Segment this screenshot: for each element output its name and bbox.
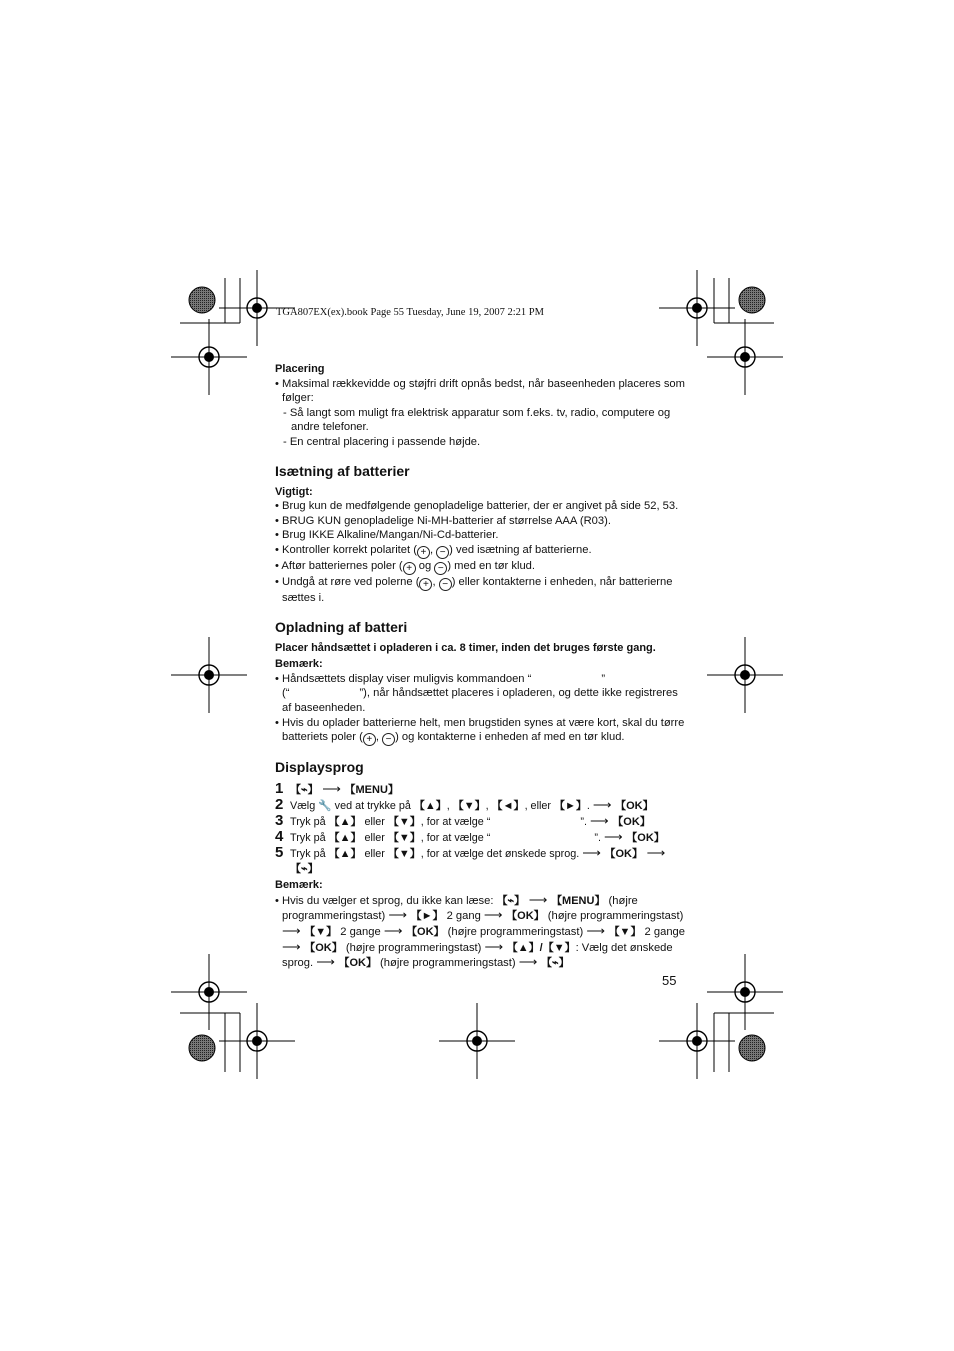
list-item: • Aftør batteriernes poler ( + og − ) med en tør klud. (275, 559, 535, 574)
opladning-instruction: Placer håndsættet i opladeren i ca. 8 timer, inden det bruges første gang. (275, 641, 656, 654)
placering-dash: - En central placering i passende højde. (283, 435, 481, 448)
list-item: • Undgå at røre ved polerne ( + , − ) eller kontakterne i enheden, når batterierne sættes i. (275, 575, 673, 604)
section-heading-isaetning: Isætning af batterier (275, 462, 410, 479)
sunburst-top-right (739, 287, 765, 313)
note-item: • Hvis du vælger et sprog, du ikke kan læse: 【⌁】 ⟶ 【MENU】 (højre programmeringstast) ⟶ 【►】 2 gang ⟶ 【OK】 (højre programmeringstast) ⟶ 【▼】 2 gange ⟶ 【OK】 (højre programmeringstast) ⟶ 【▼】 2 gange ⟶ 【OK】 (højre programmeringstast) ⟶ 【▲】/【▼】: Vælg det ønskede sprog. ⟶ 【OK】 (højre programmeringstast) ⟶ 【⌁】 (275, 891, 686, 970)
sunburst-bottom-left (189, 1035, 215, 1061)
page-content (275, 362, 685, 971)
plus-icon: + (419, 578, 432, 591)
placering-title: Placering (275, 363, 325, 375)
step-2: 2 Vælg 🔧 ved at trykke på 【▲】, 【▼】, 【◄】, eller 【►】. ⟶ 【OK】 (275, 796, 654, 814)
placering-bullet: • Maksimal rækkevidde og støjfri drift opnås bedst, når baseenheden placeres som følger: (275, 377, 685, 405)
vigtigt-label: Vigtigt: (275, 485, 313, 498)
sunburst-top-left (189, 287, 215, 313)
list-item: • Hvis du oplader batterierne helt, men brugstiden synes at være kort, skal du tørre batteriets poler ( + , − ) og kontakterne i enheden af med en tør klud. (275, 716, 685, 746)
step-5: 5 Tryk på 【▲】 eller 【▼】, for at vælge det ønskede sprog. ⟶ 【OK】 ⟶ 【⌁】 (275, 844, 666, 875)
section-heading-opladning: Opladning af batteri (275, 618, 408, 635)
wrench-icon: 🔧 (318, 800, 332, 813)
minus-icon: − (382, 733, 395, 746)
bemaerk-label: Bemærk: (275, 658, 323, 671)
list-item: • Håndsættets display viser muligvis kommandoen “ ” (“ ”), når håndsættet placeres i opladeren, og dette ikke registreres af baseenheden. (275, 672, 678, 714)
minus-icon: − (434, 562, 447, 575)
book-header: TGA807EX(ex).book Page 55 Tuesday, June 19, 2007 2:21 PM (276, 307, 544, 318)
step-3: 3 Tryk på 【▲】 eller 【▼】, for at vælge “ ”. ⟶ 【OK】 (275, 812, 651, 830)
minus-icon: − (439, 578, 452, 591)
step-4: 4 Tryk på 【▲】 eller 【▼】, for at vælge “ ”. ⟶ 【OK】 (275, 828, 665, 846)
wrench-key: 【⌁】 (290, 784, 319, 797)
menu-key: 【MENU】 (344, 784, 399, 797)
list-item: • BRUG KUN genopladelige Ni-MH-batterier af størrelse AAA (R03). (275, 514, 611, 527)
plus-icon: + (417, 546, 430, 559)
step-1: 1 【⌁】 ⟶ 【MENU】 (275, 780, 399, 798)
placering-dash: - Så langt som muligt fra elektrisk apparatur som f.eks. tv, radio, computere og andre telefoner. (283, 406, 671, 434)
section-heading-displaysprog: Displaysprog (275, 759, 364, 776)
sunburst-bottom-right (739, 1035, 765, 1061)
steps-list (275, 782, 685, 876)
list-item: • Kontroller korrekt polaritet ( + , − ) ved isætning af batterierne. (275, 543, 592, 558)
bemaerk-label: Bemærk: (275, 879, 323, 892)
list-item: • Brug IKKE Alkaline/Mangan/Ni-Cd-batterier. (275, 529, 499, 542)
plus-icon: + (403, 562, 416, 575)
page-number: 55 (662, 973, 677, 988)
plus-icon: + (363, 733, 376, 746)
minus-icon: − (436, 546, 449, 559)
list-item: • Brug kun de medfølgende genopladelige batterier, der er angivet på side 52, 53. (275, 500, 679, 513)
